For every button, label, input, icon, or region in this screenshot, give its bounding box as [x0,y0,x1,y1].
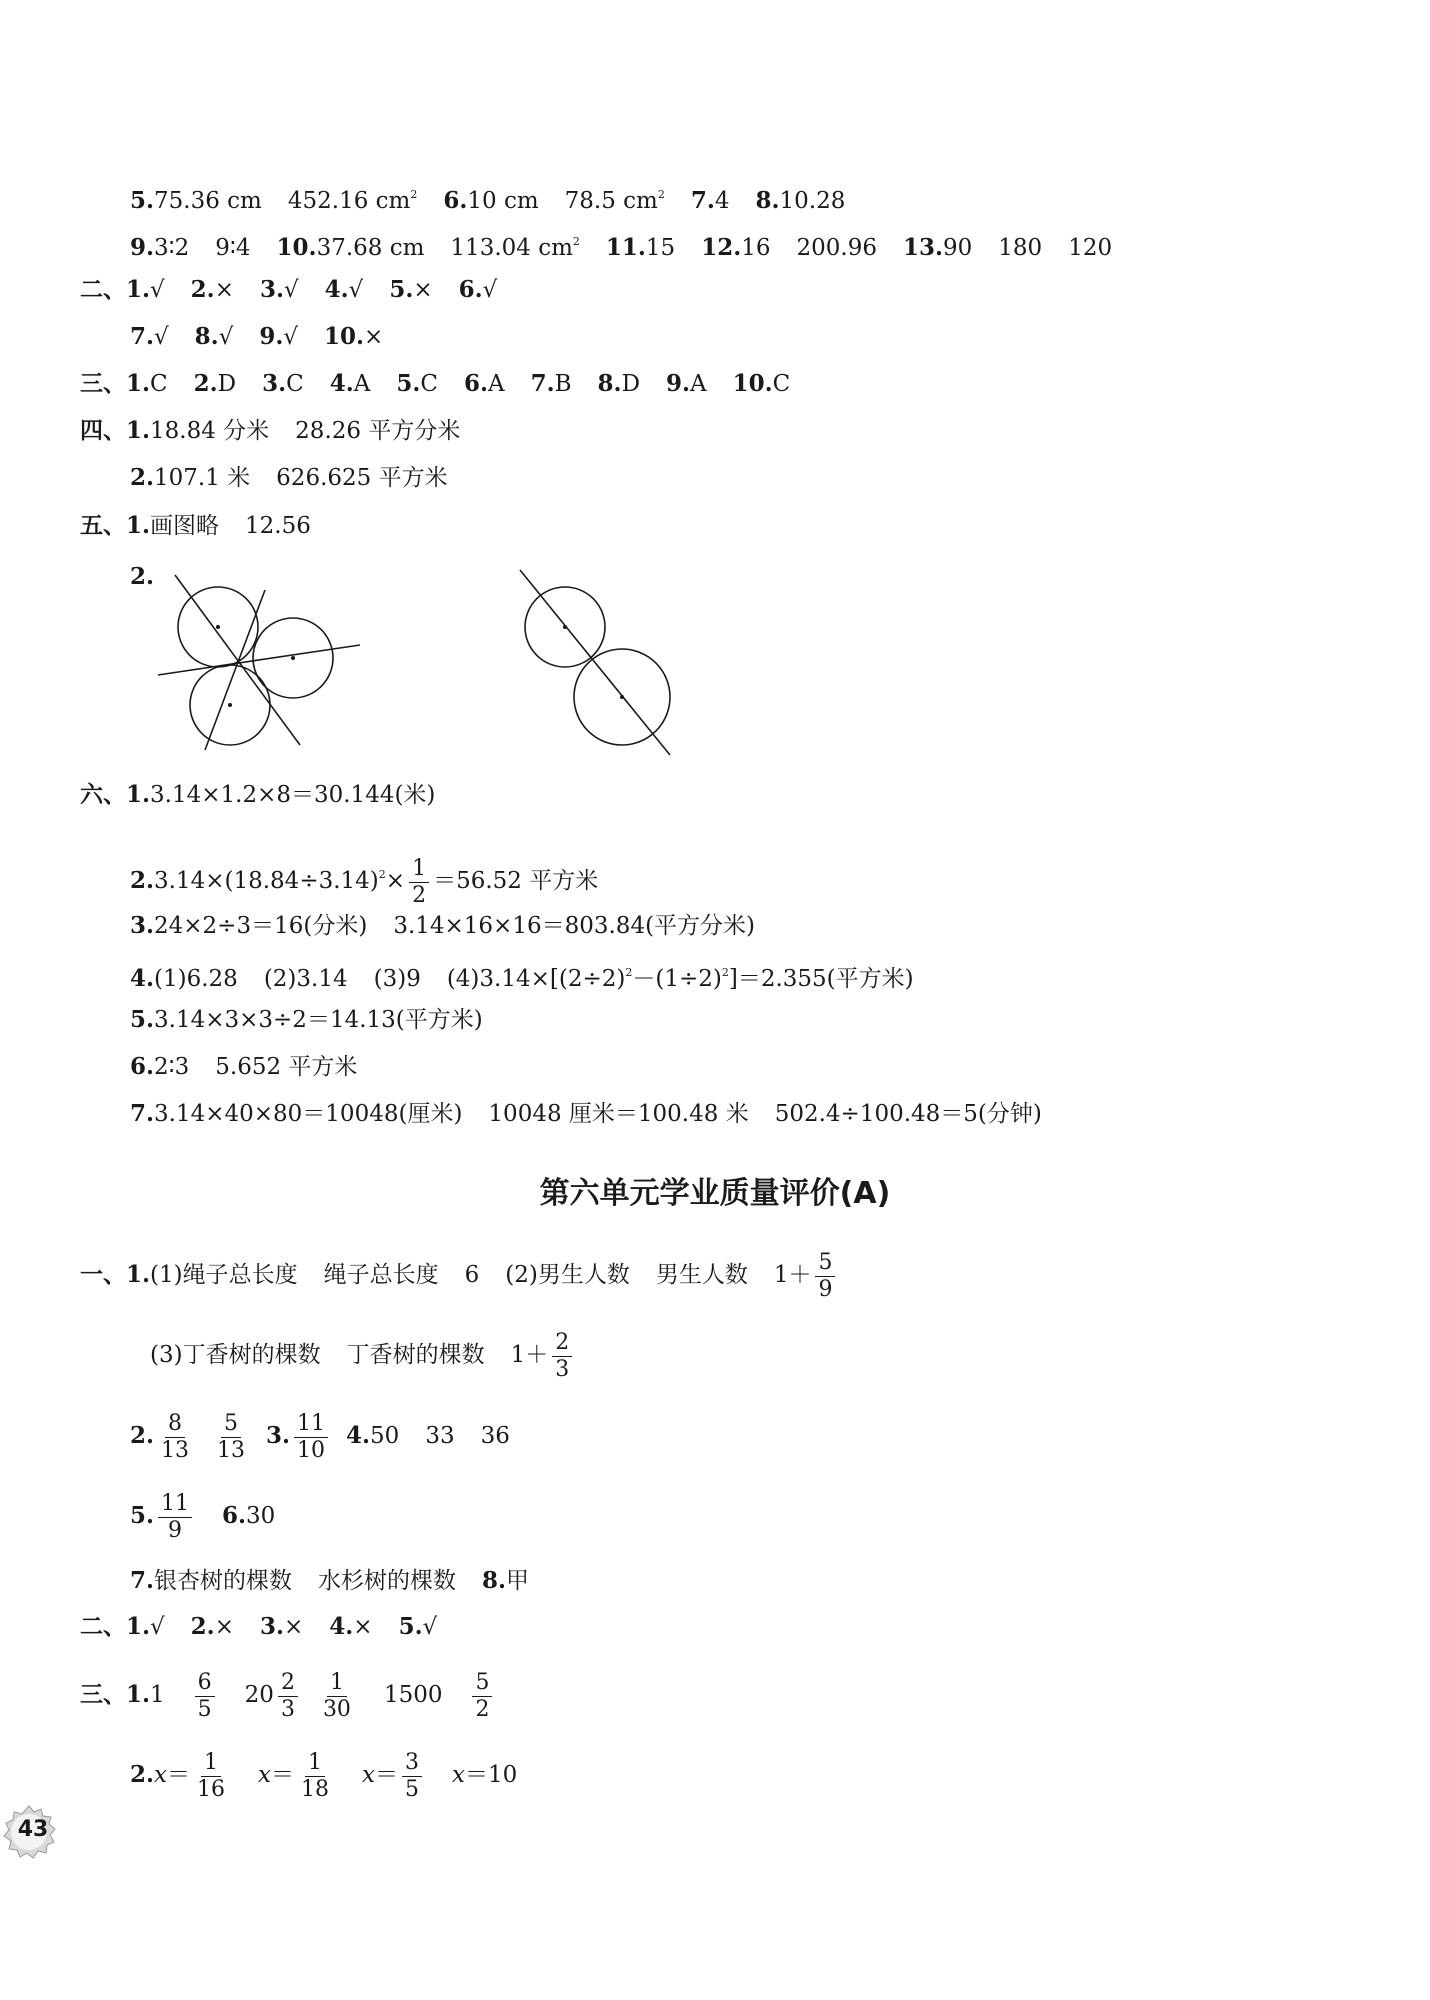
answer-value: √ [348,277,364,303]
answer-value: √ [422,1614,438,1640]
answer-value: √ [283,324,299,350]
section-6-q6: 6.2∶3 5.652 平方米 [130,1053,358,1080]
answer-value: C [286,371,304,397]
answer-item [733,371,791,397]
answer-number: 10. [324,323,365,350]
answer-value: D [621,371,641,397]
q5-a: 75.36 cm [154,188,262,214]
fraction: $\frac{1}{18}$ [300,1750,329,1802]
fraction: $\frac{6}{5}$ [195,1670,215,1722]
answer-value: C [420,371,438,397]
unit6-section-2: 二、1.√ 2.× 3.× 4.× 5.√ [80,1613,438,1640]
answer-value: × [283,1614,304,1640]
q5-num: 5. [130,187,155,214]
line [175,575,300,745]
section-6-q5: 5.3.14×3×3÷2＝14.13(平方米) [130,1006,483,1033]
circles-tangent-figure-left [150,565,370,765]
answer-line-5-8: 5.75.36 cm 452.16 $cm^2$ 6.10 cm 78.5 $cm^2$ 7.4 8.10.28 [130,187,846,214]
answer-number: 6. [458,276,483,303]
section-2-line-2 [130,322,383,352]
answer-number: 2. [190,276,215,303]
answer-number: 2. [190,1613,215,1640]
answer-value: A [353,371,371,397]
unit6-q1-line1: 一、1.(1)绳子总长度 绳子总长度 6 (2)男生人数 男生人数 1＋ $\frac{5}{9}$ [80,1245,839,1305]
answer-number: 5. [389,276,414,303]
section-5-line-2: 2. [130,563,155,590]
fraction: $\frac{8}{13}$ [161,1411,190,1463]
answer-item [531,371,572,397]
circles-tangent-figure-right [510,565,690,765]
answer-number: 4. [324,276,349,303]
section-6-q7: 7.3.14×40×80＝10048(厘米) 10048 厘米＝100.48 米 502.4÷100.48＝5(分钟) [130,1100,1042,1127]
unit6-section-3-q2: 2.x＝ $\frac{1}{16}$ x＝ $\frac{1}{18}$ x＝ $\frac{3}{5}$ x＝10 [130,1750,518,1802]
answer-item [260,1614,303,1640]
fraction: $\frac{2}{3}$ [278,1670,298,1722]
answer-number: 4. [329,370,354,397]
answer-item [399,1614,438,1640]
answer-value: √ [150,1614,165,1640]
answer-number: 3. [259,1613,284,1640]
answer-number: 4. [329,1613,354,1640]
fraction: $\frac{1}{2}$ [409,856,429,908]
answer-item [191,277,234,303]
answer-number: 2. [193,370,218,397]
fraction: $\frac{5}{13}$ [217,1411,246,1463]
answer-number: 8. [194,323,219,350]
answer-item [259,324,298,350]
page-number: 43 [17,1817,49,1842]
answer-item [396,371,438,397]
answer-number: 6. [463,370,488,397]
answer-item [126,277,165,303]
unit6-q2-q4: 2. $\frac{8}{13}$ $\frac{5}{13}$ 3. $\frac{11}{10}$ 4.50 33 36 [130,1411,510,1463]
answer-item [195,324,234,350]
fraction: $\frac{5}{2}$ [472,1670,492,1722]
answer-value: √ [482,277,498,303]
answer-item [329,1614,372,1640]
answer-number: 7. [530,370,555,397]
answer-item [464,371,505,397]
answer-value: A [488,371,505,397]
line [205,590,265,750]
answer-value: × [353,1614,373,1640]
answer-item [459,277,498,303]
answer-value: × [214,1614,234,1640]
section-6-q2: $2.3.14\times(18.84\div 3.14)^2\times$ $\frac{1}{2}$ ＝56.52 平方米 [130,856,599,908]
answer-number: 7. [130,323,155,350]
answer-value: √ [154,324,169,350]
answer-value: √ [218,324,234,350]
section-6-q4: 4.(1)6.28 (2)3.14 (3)9 $(4)3.14\times[(2\div 2)^2-(1\div 2)^2]=2.355$(平方米) [130,965,914,992]
answer-value: C [772,371,791,397]
answer-item [330,371,371,397]
fraction: $\frac{3}{5}$ [402,1750,422,1802]
answer-number: 9. [666,370,691,397]
section-5-line-1: 五、1.画图略 12.56 [80,512,311,539]
answer-number: 3. [259,276,284,303]
section-6-q1: 六、1.3.14×1.2×8＝30.144(米) [80,781,436,808]
section-label: 三、 [80,370,126,397]
section-2-line-1 [80,275,497,305]
answer-line-9-13: 9.3∶2 9∶4 10.37.68 cm 113.04 $cm^2$ 11.15 12.16 200.96 13.90 180 120 [130,234,1113,261]
center-dot [291,656,295,660]
fraction: $\frac{5}{9}$ [815,1250,835,1302]
answer-item [260,277,299,303]
section-4-line-1: 四、1.18.84 分米 28.26 平方分米 [80,417,461,444]
answer-item [126,371,168,397]
center-dot [216,625,220,629]
answer-number: 1. [126,1613,151,1640]
section-3-line [80,369,790,399]
answer-item [389,277,432,303]
fraction: $\frac{11}{10}$ [294,1411,328,1463]
answer-number: 5. [396,370,421,397]
answer-value: √ [150,277,165,303]
answer-value: B [554,371,572,397]
answer-number: 8. [597,370,622,397]
answer-item [126,1614,165,1640]
unit6-q5-q6: 5. $\frac{11}{9}$ 6.30 [130,1491,276,1543]
answer-number: 1. [126,276,151,303]
answer-item [191,1614,234,1640]
answer-item [262,371,304,397]
answer-number: 3. [262,370,287,397]
section-label: 二、 [80,276,126,303]
answer-item [324,324,383,350]
center-dot [620,695,624,699]
center-dot [228,703,232,707]
section-6-q3: 3.24×2÷3＝16(分米) 3.14×16×16＝803.84(平方分米) [130,912,756,939]
answer-number: 1. [126,370,151,397]
section-4-line-2: 2.107.1 米 626.625 平方米 [130,464,448,491]
fraction: $\frac{11}{9}$ [158,1491,192,1543]
answer-value: A [690,371,707,397]
answer-number: 9. [259,323,284,350]
answer-item [666,371,707,397]
unit6-section-3-q1: 三、1.1 $\frac{6}{5}$ 20 $\frac{2}{3}$ $\frac{1}{30}$ 1500 $\frac{5}{2}$ [80,1665,496,1725]
fraction: $\frac{2}{3}$ [552,1330,572,1382]
line [520,570,670,755]
answer-number: 10. [732,370,773,397]
answer-item [325,277,364,303]
answer-item [598,371,640,397]
center-dot [563,625,567,629]
section-title: 第六单元学业质量评价(A) [539,1176,891,1211]
answer-value: × [364,324,384,350]
fraction: $\frac{1}{16}$ [197,1750,225,1802]
answer-number: 5. [398,1613,423,1640]
unit6-q1-line2: (3)丁香树的棵数 丁香树的棵数 1＋ $\frac{2}{3}$ [150,1325,576,1385]
unit6-q7-q8: 7.银杏树的棵数 水杉树的棵数 8.甲 [130,1567,530,1594]
answer-value: × [214,277,234,303]
q5-b: 452.16 cm [287,188,411,214]
answer-value: C [150,371,168,397]
fraction: $\frac{1}{30}$ [322,1670,351,1722]
line [158,645,360,675]
answer-item [194,371,236,397]
answer-item [130,324,169,350]
answer-value: × [413,277,433,303]
answer-value: D [217,371,237,397]
answer-value: √ [283,277,299,303]
